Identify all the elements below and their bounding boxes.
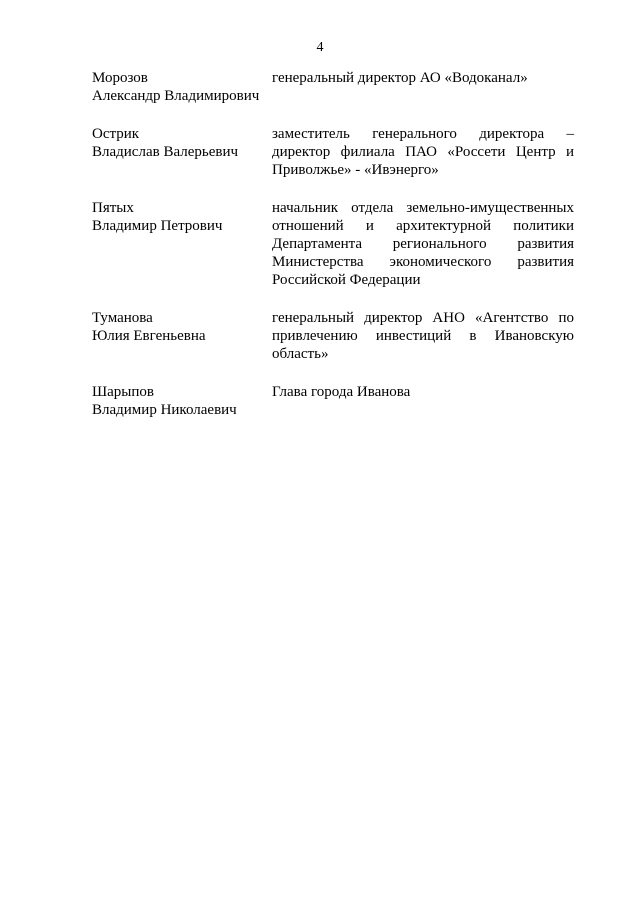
- member-position: Глава города Иванова: [272, 384, 411, 400]
- member-given-names: Владимир Петрович: [92, 218, 223, 234]
- member-entry-morozov: [92, 69, 574, 105]
- member-surname: Морозов: [92, 70, 148, 86]
- member-name: [92, 125, 272, 161]
- member-given-names: Александр Владимирович: [92, 88, 260, 104]
- member-entry-tumanova: [92, 309, 574, 363]
- member-entry-ostrik: [92, 125, 574, 179]
- member-name: [92, 69, 272, 105]
- member-entry-sharypov: [92, 383, 574, 419]
- member-given-names: Владислав Валерьевич: [92, 144, 239, 160]
- member-list: [92, 69, 574, 419]
- member-name: [92, 383, 272, 419]
- member-entry-pyatykh: [92, 199, 574, 289]
- page-number: 4: [316, 40, 324, 55]
- member-surname: Острик: [92, 126, 140, 142]
- member-surname: Шарыпов: [92, 384, 154, 400]
- member-position: генеральный директор АО «Водоканал»: [272, 70, 528, 86]
- member-name: [92, 199, 272, 235]
- member-position: заместитель генерального директора – директор филиала ПАО «Россети Центр и Приволжье» - «Ивэнерго»: [272, 126, 574, 178]
- member-position: генеральный директор АНО «Агентство по привлечению инвестиций в Ивановскую область»: [272, 310, 574, 362]
- member-given-names: Юлия Евгеньевна: [92, 328, 206, 344]
- member-surname: Пятых: [92, 200, 134, 216]
- member-given-names: Владимир Николаевич: [92, 402, 237, 418]
- member-name: [92, 309, 272, 345]
- member-position: начальник отдела земельно-имущественных отношений и архитектурной политики Департамента регионального развития Министерства экономического развития Российской Федерации: [272, 200, 574, 288]
- member-surname: Туманова: [92, 310, 153, 326]
